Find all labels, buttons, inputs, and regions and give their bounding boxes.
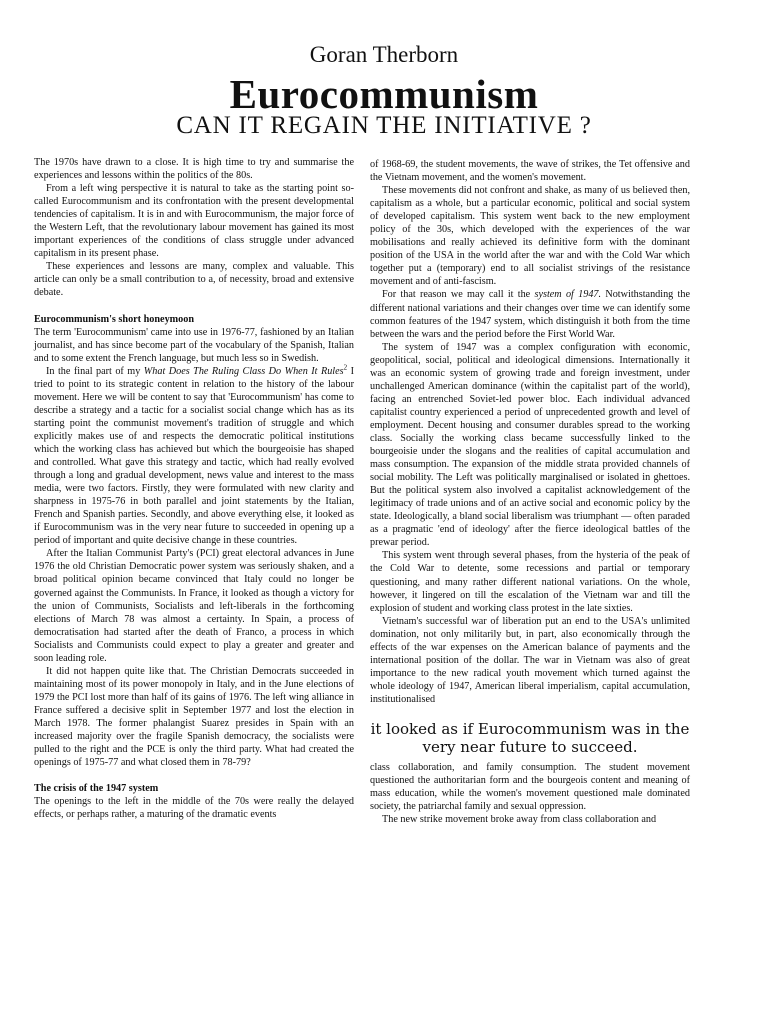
article-subtitle: CAN IT REGAIN THE INITIATIVE ? [176, 112, 592, 139]
author-name: Goran Therborn [309, 42, 459, 67]
paragraph: After the Italian Communist Party's (PCI) great electoral advances in June 1976 the old Christian Democratic power system was seriously shaken, and a broad political opinion became convinced that Italy could no longer be governed against the Communists. In France, it looked as though a victory for the union of Communists, Socialists and left-liberals in the forthcoming elections of March 78 was almost a certainty. In Spain, a process of democratisation had started after the death of Franco, a process in which Socialists and Communists could expect to play a greater and greater and soon leading role. [34, 548, 354, 664]
paragraph: The system of 1947 was a complex configuration with economic, geopolitical, social, political and ideological dimensions. Internationally it was an economic system of growing trade and foreign investment, under unchallenged American dominance (within the capitalist part of the world), facing an entrenched Soviet-led power bloc. Each individual advanced capitalist country experienced a period of unprecedented growth and level of employment. Decent housing and consumer durables spread to the working class. Socially the working class became successfully linked to the bourgeoisie under the slogans and the realities of capital accumulation and mass consumption. The expansion of the middle strata provided channels of social mobility. The Left was politically marginalised or isolated in ghettoes. But the political system also involved a capitalist acknowledgement of the legitimacy of trade unions and of an active social and economic policy by the state. Ideologically, a bland social liberalism was triumphant — often paraded as a pragmatic 'end of ideology' after the fierce ideological battles of the prewar period. [370, 341, 690, 549]
paragraph [34, 365, 354, 548]
section-heading: Eurocommunism's short honeymoon [34, 313, 195, 325]
pull-quote: it looked as if Eurocommunism was in the very near future to succeed. [370, 719, 690, 756]
text-run: For that reason we may call it the [382, 289, 535, 301]
book-title: What Does The Ruling Class Do When It Rules [143, 365, 344, 377]
text-run: In the final part of my [46, 365, 144, 377]
footnote-marker: 2 [343, 363, 348, 372]
spacer [34, 769, 354, 782]
paragraph: It did not happen quite like that. The Christian Democrats succeeded in maintaining most of its power monopoly in Italy, and in the June elections of 1979 the PCI lost more than half of its gains of 1976. The left wing alliance in France suffered a decisive split in September 1977 and lost the election in March 1978. The former phalangist Suarez presides in Spain with an increased majority over the fragile Spanish democracy, the socialists were pulled to the right and the PCE is only the third party. What had created the openings of 1975-77 and what closed them in 78-79? [34, 665, 354, 769]
right-column [370, 158, 690, 826]
paragraph: The openings to the left in the middle of the 70s were really the delayed effects, or perhaps rather, a maturing of the dramatic events [34, 796, 354, 821]
paragraph: class collaboration, and family consumption. The student movement questioned the authoritarian form and the bourgeois content and meaning of mass education, while the women's movement questioned male dominated society, the patriarchal family and sexual oppression. [370, 761, 690, 813]
section-heading: The crisis of the 1947 system [34, 783, 159, 795]
paragraph: The new strike movement broke away from class collaboration and [382, 814, 657, 826]
article-title: Eurocommunism [229, 71, 539, 117]
spacer [34, 300, 354, 313]
paragraph: The 1970s have drawn to a close. It is high time to try and summarise the experiences and lessons within the politics of the 80s. [34, 157, 354, 182]
paragraph: These movements did not confront and shake, as many of us believed then, capitalism as a whole, but a particular economic, political and social system of developed capitalism. This system went back to the new employment policy of the 30s, which developed with the experiences of the war mobilisations and really achieved its definitive form with the dominant position of the USA in the world after the war and with the Cold War which together put a (temporary) end to all socialist strivings of the resistance movement and of anti-fascism. [370, 185, 690, 288]
paragraph: Vietnam's successful war of liberation put an end to the USA's unlimited domination, not only militarily but, in part, also economically through the effects of the war expenses on the American balance of payments and the international position of the dollar. The war in Vietnam was also of great importance to the new radical youth movement which turned against the whole ideology of 1947, American liberal imperialism, capital accumulation, institutionalised [370, 615, 690, 705]
paragraph: The term 'Eurocommunism' came into use in 1976-77, fashioned by an Italian journalist, and has since become part of the vocabulary of the Spanish, Italian and to some extent the French language, but much less so in Swedish. [34, 326, 354, 364]
paragraph [370, 288, 690, 340]
paragraph: From a left wing perspective it is natural to take as the starting point so-called Eurocommunism and its confrontation with the present developmental tendencies of capitalism. It is in and with Eurocommunism, the major force of the Western Left, that the revolutionary labour movement has gained its most important experiences of the conditions of class struggle under advanced capitalism in its present phase. [34, 183, 354, 260]
text-run: I tried to point to its strategic content in relation to the history of the labour movement. Here we will be content to say that 'Eurocommunism' has come to describe a strategy and a tactic for a socialist social change which has as its starting point the communist movement's tradition of struggle and which explicitly makes use of and respects the democratic political institutions which the working class has achieved but which the bourgeoisie has shaped and controlled. What gave this strategy and tactic, which had really evolved through a long and gradual development, news value and interest to the mass media, were two factors. Firstly, they were formulated with new clarity and sharpness in 1975-76 in both parallel and joint statements by the Italian, French and Spanish parties. Secondly, and above everything else, it looked as if Eurocommunism was in the very near future to succeeded in opening up a period of important and quite decisive change in these countries. [34, 365, 354, 547]
left-column [34, 156, 354, 821]
paragraph: These experiences and lessons are many, complex and valuable. This article can only be a small contribution to a, of necessity, broad and extensive debate. [34, 261, 354, 299]
paragraph: of 1968-69, the student movements, the wave of strikes, the Tet offensive and the Vietnam movement, and the women's movement. [370, 159, 690, 184]
emphasis: system of 1947. [534, 289, 602, 301]
text-run: Notwithstanding the different national variations and their changes over time we can identify some common features of the 1947 system, which distinguish it both from the time between the wars and the period before the First World War. [370, 289, 690, 340]
paragraph: This system went through several phases, from the hysteria of the peak of the Cold War to detente, some recessions and partial or temporary questioning, and many rather different national variations. On the whole, however, it lingered on till the escalation of the Vietnam war and till the explosion of student and working class protest in the late sixties. [370, 550, 690, 614]
